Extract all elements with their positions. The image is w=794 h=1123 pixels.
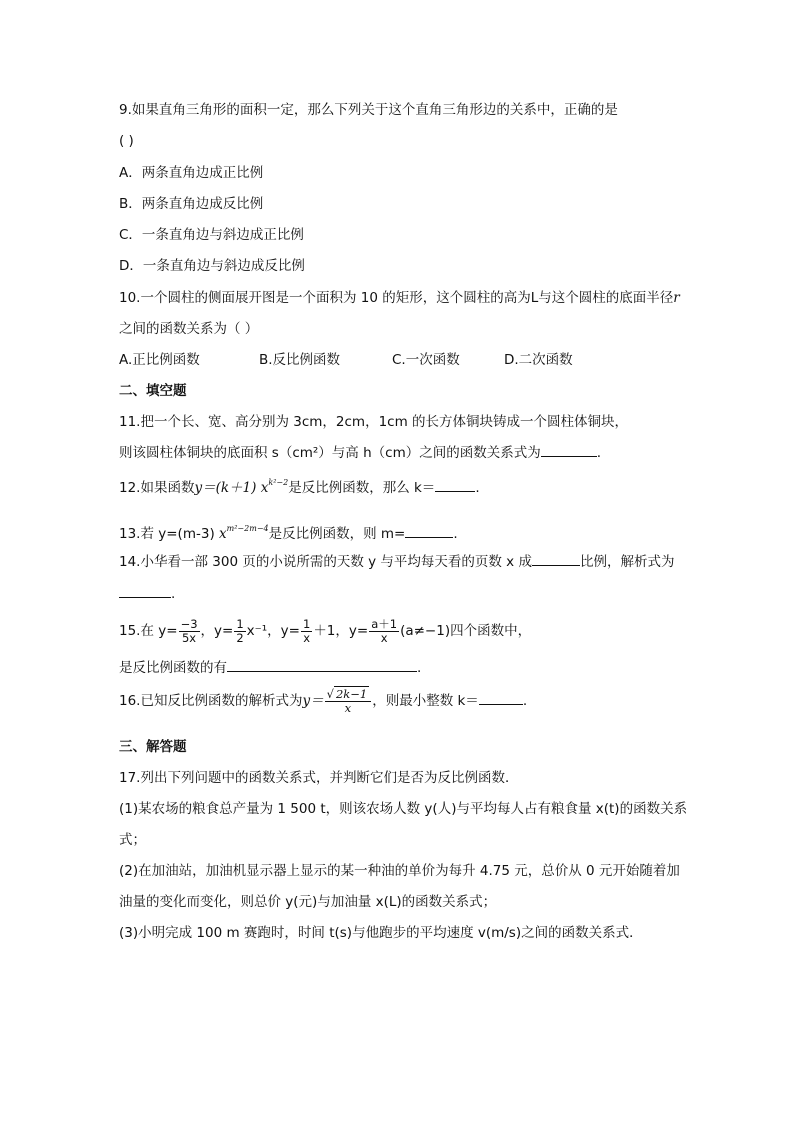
- q17-stem: 17.列出下列问题中的函数关系式，并判断它们是否为反比例函数．: [119, 770, 519, 786]
- q12-exponent: k²−2: [268, 478, 289, 487]
- q15-sep1: ，y=: [200, 623, 234, 639]
- q10-stem-line1: [119, 289, 680, 307]
- q13-line: [119, 520, 458, 543]
- q13-suffix: 是反比例函数，则 m=: [268, 526, 406, 542]
- q12-end: .: [475, 480, 480, 496]
- q12-base: x: [260, 480, 269, 496]
- q9-option-a: A．两条直角边成正比例: [119, 165, 264, 181]
- q15-fraction-2: [234, 618, 245, 645]
- q16-suffix: ，则最小整数 k＝: [372, 693, 479, 709]
- q13-end: .: [453, 526, 458, 542]
- q11-line2-text: 则该圆柱体铜块的底面积 s（cm²）与高 h（cm）之间的函数关系式为: [119, 445, 541, 461]
- q13-prefix: 13.若 y=(m-3): [119, 526, 215, 542]
- q16-denominator: x: [344, 700, 352, 715]
- q17-part2-line1: (2)在加油站，加油机显示器上显示的某一种油的单价为每升 4.75 元，总价从 0 元开始随着加: [119, 863, 680, 879]
- q9-option-c: C．一条直角边与斜边成正比例: [119, 227, 304, 243]
- q9-option-b: B．两条直角边成反比例: [119, 196, 264, 212]
- q15-line1: [119, 615, 531, 647]
- q16-fraction: [325, 688, 372, 715]
- q15-f4-den: x: [380, 630, 388, 645]
- q15-f2-tail: x⁻¹，y=: [246, 623, 300, 639]
- q11-line1: 11.把一个长、宽、高分别为 3cm，2cm，1cm 的长方体铜块铸成一个圆柱体铜块，: [119, 414, 629, 430]
- q15-f3-tail: ＋1，y=: [313, 623, 369, 639]
- q13-exponent: m²−2m−4: [226, 524, 269, 533]
- q14-blank-1[interactable]: [532, 553, 580, 566]
- q16-line: [119, 684, 527, 718]
- q15-f1-den: 5x: [181, 630, 197, 645]
- q9-stem: 9.如果直角三角形的面积一定，那么下列关于这个直角三角形边的关系中，正确的是: [119, 102, 618, 118]
- q17-part1-line2: 式；: [119, 832, 146, 848]
- q16-end: .: [522, 693, 528, 709]
- q10-stem-text: 10.一个圆柱的侧面展开图是一个面积为 10 的矩形，这个圆柱的高为L与这个圆柱的底面半径: [119, 290, 674, 306]
- q11-end: .: [596, 445, 602, 461]
- q14-line1: [119, 553, 674, 571]
- q16-numerator: √ 2k−1: [325, 688, 372, 702]
- q16-radicand: 2k−1: [335, 686, 368, 701]
- q11-answer-blank[interactable]: [541, 444, 597, 457]
- q12-suffix: 是反比例函数，那么 k＝: [288, 480, 436, 496]
- q15-f2-num: 1: [236, 616, 244, 631]
- q16-answer-blank[interactable]: [479, 692, 523, 705]
- q10-var-r: r: [673, 290, 680, 306]
- q15-f4-num: a＋1: [371, 616, 398, 631]
- q15-answer-blank[interactable]: [227, 659, 417, 672]
- section-fill-in-title: 二、填空题: [119, 383, 187, 399]
- q10-option-c: C.一次函数: [392, 352, 460, 368]
- q10-option-b: B.反比例函数: [259, 352, 341, 368]
- q15-f2-den: 2: [236, 630, 244, 645]
- q11-line2: [119, 444, 601, 462]
- q15-fraction-4: [369, 618, 399, 645]
- q12-formula: y＝(k＋1): [194, 480, 257, 496]
- q15-f1-num: −3: [180, 616, 198, 631]
- q15-fraction-1: [179, 618, 200, 645]
- q17-part3-line1: (3)小明完成 100 m 赛跑时，时间 t(s)与他跑步的平均速度 v(m/s)之间的函数关系式．: [119, 925, 643, 941]
- q12-answer-blank[interactable]: [435, 479, 475, 492]
- q17-part1-line1: (1)某农场的粮食总产量为 1 500 t，则该农场人数 y(人)与平均每人占有粮食量 x(t)的函数关系: [119, 801, 688, 817]
- q9-paren: ( ): [119, 133, 134, 149]
- q10-option-a: A.正比例函数: [119, 352, 200, 368]
- q14-text-b: 比例，解析式为: [579, 554, 675, 570]
- q12-line: [119, 474, 480, 497]
- q15-end: .: [417, 660, 422, 676]
- q15-prefix: 15.在 y=: [119, 623, 178, 639]
- q15-fraction-3: [301, 618, 312, 645]
- q15-line2-text: 是反比例函数的有: [119, 660, 227, 676]
- q12-prefix: 12.如果函数: [119, 480, 195, 496]
- q17-part2-line2: 油量的变化而变化，则总价 y(元)与加油量 x(L)的函数关系式；: [119, 894, 497, 910]
- q14-line2: [119, 585, 175, 603]
- q10-stem-line2: 之间的函数关系为（ ）: [119, 321, 259, 337]
- section-solution-title: 三、解答题: [119, 739, 187, 755]
- q13-answer-blank[interactable]: [405, 525, 453, 538]
- q14-blank-2[interactable]: [119, 585, 171, 598]
- q16-y-eq: y＝: [302, 693, 324, 709]
- q14-end: .: [171, 586, 176, 602]
- q15-f3-den: x: [303, 630, 311, 645]
- q10-option-d: D.二次函数: [504, 352, 573, 368]
- q15-f4-tail: (a≠−1)四个函数中，: [400, 623, 532, 639]
- q15-line2: [119, 659, 421, 677]
- q9-option-d: D．一条直角边与斜边成反比例: [119, 258, 305, 274]
- q15-f3-num: 1: [302, 616, 311, 631]
- q16-prefix: 16.已知反比例函数的解析式为: [119, 693, 303, 709]
- q13-base: x: [219, 526, 227, 542]
- q14-text-a: 14.小华看一部 300 页的小说所需的天数 y 与平均每天看的页数 x 成: [119, 554, 532, 570]
